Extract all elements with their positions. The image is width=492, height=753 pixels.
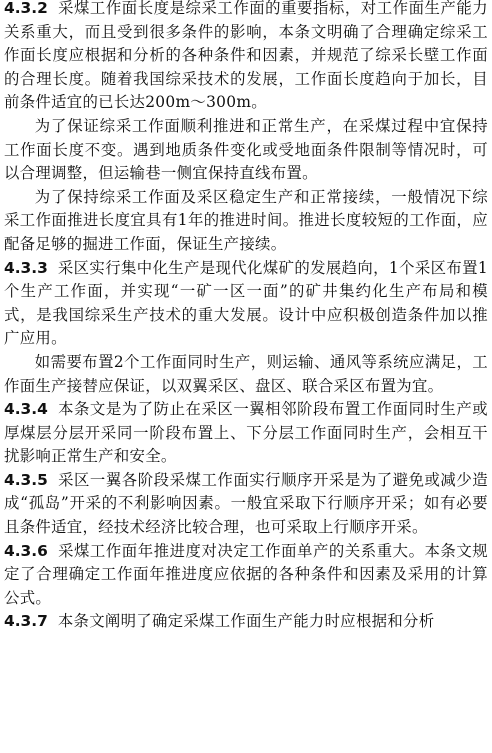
paragraph-4-3-6 [4,540,488,611]
paragraph-text: 采区实行集中化生产是现代化煤矿的发展趋向，1个采区布置1个生产工作面，并实现“一矿一区一面”的矿井集约化生产布局和模式，是我国综采生产技术的重大发展。设计中应积极创造条件加以推广应用。 [4,258,488,348]
paragraph-text: 为了保持综采工作面及采区稳定生产和正常接续，一般情况下综采工作面推进长度宜具有1年的推进时间。推进长度较短的工作面，应配备足够的掘进工作面，保证生产接续。 [4,187,488,253]
paragraph-advance-length [4,186,488,257]
paragraph-text: 采煤工作面长度是综采工作面的重要指标，对工作面生产能力关系重大，而且受到很多条件的影响，本条文明确了合理确定综采工作面长度应根据和分析的各种条件和因素，并规范了综采长壁工作面的合理长度。随着我国综采技术的发展，工作面长度趋向于加长，目前条件适宜的已长达200m～300m。 [4,0,488,112]
paragraph-text: 采区一翼各阶段采煤工作面实行顺序开采是为了避免或减少造成“孤岛”开采的不利影响因素。一般宜采取下行顺序开采；如有必要且条件适宜，经技术经济比较合理，也可采取上行顺序开采。 [4,470,488,537]
paragraph-two-faces [4,351,488,398]
paragraph-4-3-3 [4,257,488,351]
paragraph-4-3-2 [4,0,488,115]
clause-number: 4.3.3 [4,258,48,277]
clause-number: 4.3.5 [4,470,48,489]
paragraph-text: 本条文是为了防止在采区一翼相邻阶段布置工作面同时生产或厚煤层分层开采同一阶段布置上、下分层工作面同时生产，会相互干扰影响正常生产和安全。 [4,400,488,466]
clause-number: 4.3.2 [4,0,48,17]
paragraph-text: 如需要布置2个工作面同时生产，则运输、通风等系统应满足，工作面生产接替应保证，以双翼采区、盘区、联合采区布置为宜。 [4,352,488,395]
paragraph-text: 本条文阐明了确定采煤工作面生产能力时应根据和分析 [57,612,435,631]
paragraph-working-face-length [4,115,488,186]
clause-number: 4.3.4 [4,400,48,419]
clause-number: 4.3.7 [4,612,48,631]
paragraph-text: 为了保证综采工作面顺利推进和正常生产，在采煤过程中宜保持工作面长度不变。遇到地质条件变化或受地面条件限制等情况时，可以合理调整，但运输巷一侧宜保持直线布置。 [4,116,488,183]
paragraph-4-3-5 [4,469,488,540]
clause-number: 4.3.6 [4,541,48,560]
paragraph-text: 采煤工作面年推进度对决定工作面单产的关系重大。本条文规定了合理确定工作面年推进度应依据的各种条件和因素及采用的计算公式。 [4,541,488,607]
paragraph-4-3-4 [4,398,488,469]
paragraph-4-3-7 [4,610,488,634]
